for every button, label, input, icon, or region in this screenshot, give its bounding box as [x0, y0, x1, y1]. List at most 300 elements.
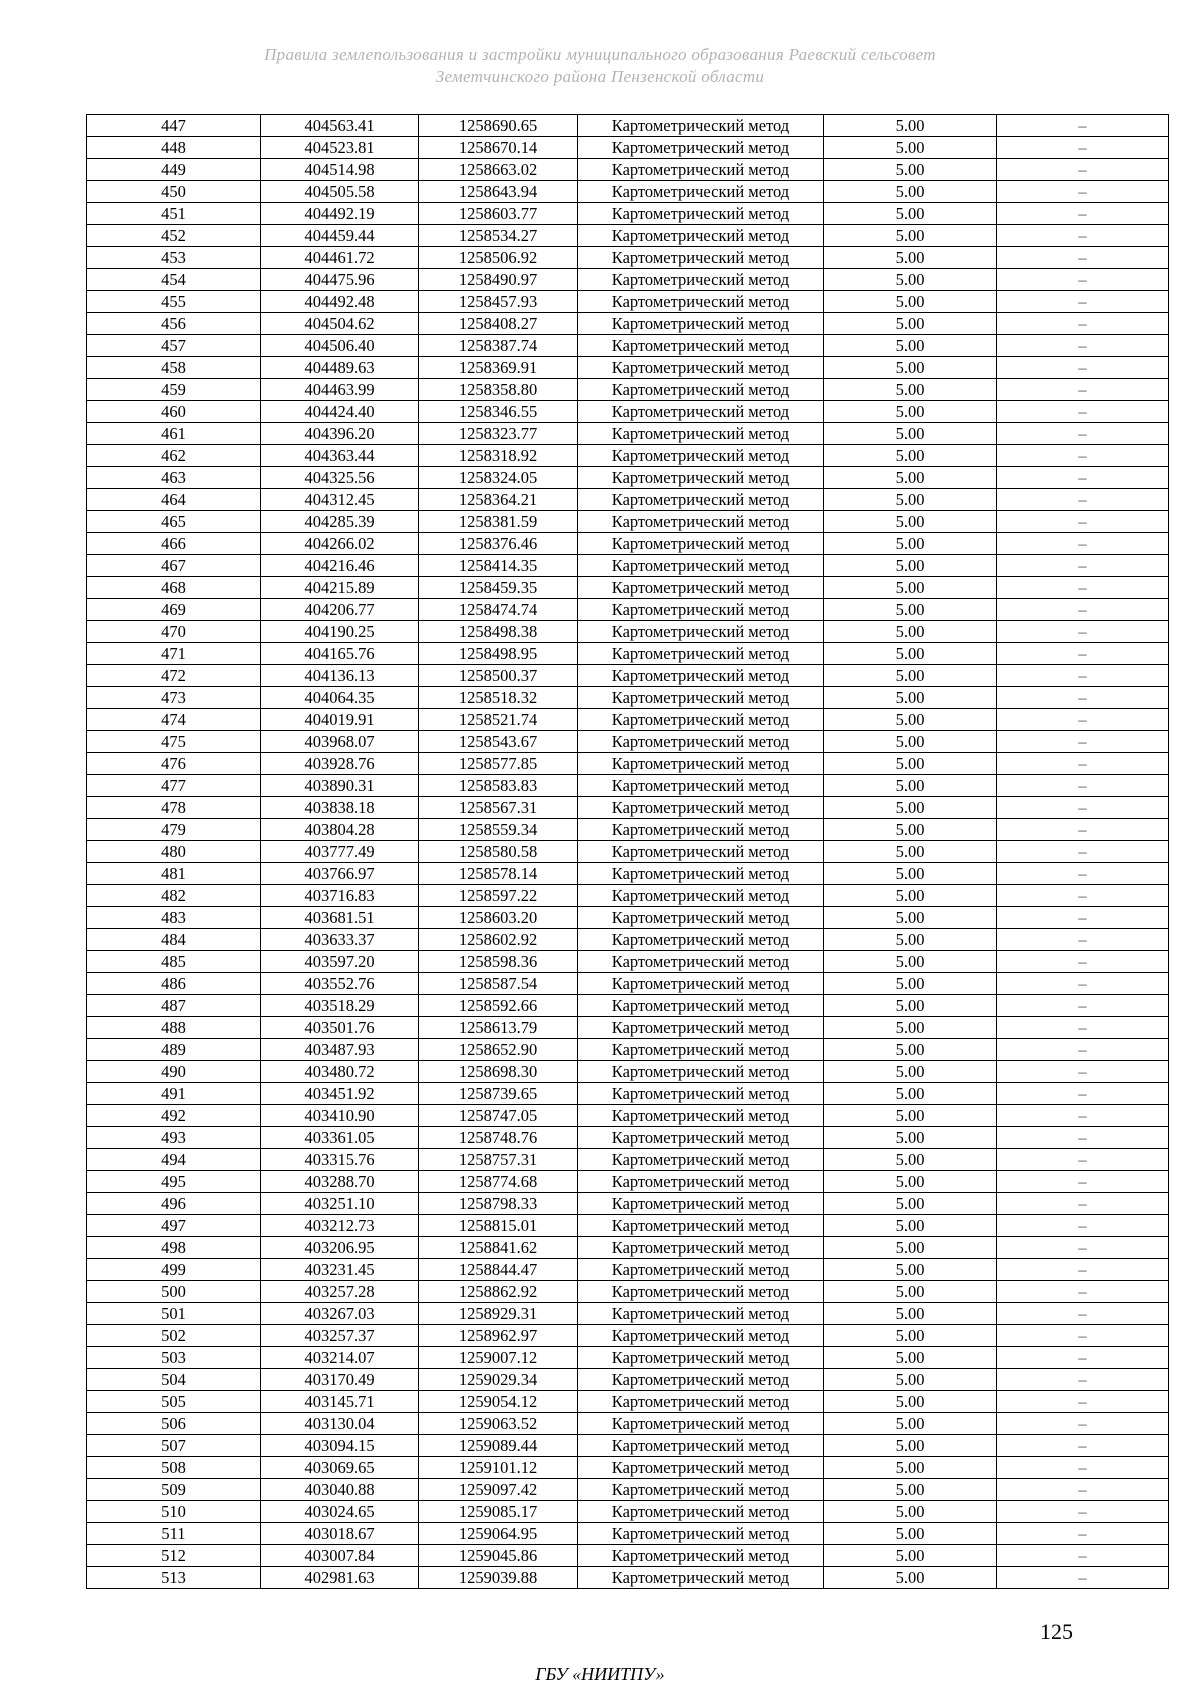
method-cell: Картометрический метод — [578, 1083, 824, 1105]
y-coordinate-cell: 1258577.85 — [419, 753, 578, 775]
point-number-cell: 473 — [87, 687, 261, 709]
table-row — [87, 335, 1169, 357]
method-cell: Картометрический метод — [578, 401, 824, 423]
y-coordinate-cell: 1258663.02 — [419, 159, 578, 181]
table-row — [87, 1391, 1169, 1413]
table-row — [87, 665, 1169, 687]
description-cell: – — [997, 929, 1169, 951]
method-cell: Картометрический метод — [578, 709, 824, 731]
table-row — [87, 489, 1169, 511]
y-coordinate-cell: 1258757.31 — [419, 1149, 578, 1171]
x-coordinate-cell: 404463.99 — [261, 379, 419, 401]
point-number-cell: 463 — [87, 467, 261, 489]
method-cell: Картометрический метод — [578, 643, 824, 665]
description-cell: – — [997, 907, 1169, 929]
method-cell: Картометрический метод — [578, 1347, 824, 1369]
x-coordinate-cell: 404266.02 — [261, 533, 419, 555]
x-coordinate-cell: 404563.41 — [261, 115, 419, 137]
y-coordinate-cell: 1259089.44 — [419, 1435, 578, 1457]
accuracy-cell: 5.00 — [824, 379, 997, 401]
accuracy-cell: 5.00 — [824, 357, 997, 379]
table-row — [87, 863, 1169, 885]
accuracy-cell: 5.00 — [824, 1303, 997, 1325]
table-row — [87, 1017, 1169, 1039]
y-coordinate-cell: 1259085.17 — [419, 1501, 578, 1523]
x-coordinate-cell: 403552.76 — [261, 973, 419, 995]
x-coordinate-cell: 403170.49 — [261, 1369, 419, 1391]
method-cell: Картометрический метод — [578, 115, 824, 137]
description-cell: – — [997, 1523, 1169, 1545]
point-number-cell: 480 — [87, 841, 261, 863]
method-cell: Картометрический метод — [578, 203, 824, 225]
description-cell: – — [997, 1215, 1169, 1237]
x-coordinate-cell: 404506.40 — [261, 335, 419, 357]
table-row — [87, 1325, 1169, 1347]
point-number-cell: 459 — [87, 379, 261, 401]
y-coordinate-cell: 1258364.21 — [419, 489, 578, 511]
method-cell: Картометрический метод — [578, 1259, 824, 1281]
point-number-cell: 450 — [87, 181, 261, 203]
accuracy-cell: 5.00 — [824, 1149, 997, 1171]
accuracy-cell: 5.00 — [824, 1391, 997, 1413]
point-number-cell: 467 — [87, 555, 261, 577]
accuracy-cell: 5.00 — [824, 863, 997, 885]
y-coordinate-cell: 1258929.31 — [419, 1303, 578, 1325]
y-coordinate-cell: 1258318.92 — [419, 445, 578, 467]
table-row — [87, 181, 1169, 203]
point-number-cell: 506 — [87, 1413, 261, 1435]
description-cell: – — [997, 115, 1169, 137]
method-cell: Картометрический метод — [578, 423, 824, 445]
y-coordinate-cell: 1259054.12 — [419, 1391, 578, 1413]
y-coordinate-cell: 1258747.05 — [419, 1105, 578, 1127]
y-coordinate-cell: 1258459.35 — [419, 577, 578, 599]
y-coordinate-cell: 1258567.31 — [419, 797, 578, 819]
method-cell: Картометрический метод — [578, 445, 824, 467]
description-cell: – — [997, 1325, 1169, 1347]
point-number-cell: 492 — [87, 1105, 261, 1127]
description-cell: – — [997, 423, 1169, 445]
description-cell: – — [997, 445, 1169, 467]
method-cell: Картометрический метод — [578, 1523, 824, 1545]
description-cell: – — [997, 159, 1169, 181]
table-row — [87, 247, 1169, 269]
table-row — [87, 291, 1169, 313]
accuracy-cell: 5.00 — [824, 907, 997, 929]
table-row — [87, 115, 1169, 137]
method-cell: Картометрический метод — [578, 335, 824, 357]
y-coordinate-cell: 1258369.91 — [419, 357, 578, 379]
x-coordinate-cell: 404019.91 — [261, 709, 419, 731]
y-coordinate-cell: 1258862.92 — [419, 1281, 578, 1303]
table-row — [87, 1479, 1169, 1501]
point-number-cell: 484 — [87, 929, 261, 951]
point-number-cell: 485 — [87, 951, 261, 973]
description-cell: – — [997, 885, 1169, 907]
point-number-cell: 483 — [87, 907, 261, 929]
method-cell: Картометрический метод — [578, 1017, 824, 1039]
x-coordinate-cell: 403007.84 — [261, 1545, 419, 1567]
y-coordinate-cell: 1258498.95 — [419, 643, 578, 665]
accuracy-cell: 5.00 — [824, 709, 997, 731]
method-cell: Картометрический метод — [578, 1039, 824, 1061]
description-cell: – — [997, 621, 1169, 643]
table-row — [87, 1281, 1169, 1303]
table-row — [87, 753, 1169, 775]
method-cell: Картометрический метод — [578, 1435, 824, 1457]
description-cell: – — [997, 753, 1169, 775]
table-row — [87, 1061, 1169, 1083]
method-cell: Картометрический метод — [578, 357, 824, 379]
method-cell: Картометрический метод — [578, 797, 824, 819]
method-cell: Картометрический метод — [578, 225, 824, 247]
point-number-cell: 510 — [87, 1501, 261, 1523]
table-row — [87, 841, 1169, 863]
description-cell: – — [997, 1501, 1169, 1523]
table-row — [87, 357, 1169, 379]
method-cell: Картометрический метод — [578, 577, 824, 599]
table-row — [87, 555, 1169, 577]
table-row — [87, 907, 1169, 929]
x-coordinate-cell: 403766.97 — [261, 863, 419, 885]
y-coordinate-cell: 1258498.38 — [419, 621, 578, 643]
point-number-cell: 481 — [87, 863, 261, 885]
accuracy-cell: 5.00 — [824, 159, 997, 181]
y-coordinate-cell: 1258324.05 — [419, 467, 578, 489]
accuracy-cell: 5.00 — [824, 797, 997, 819]
table-row — [87, 1435, 1169, 1457]
accuracy-cell: 5.00 — [824, 291, 997, 313]
y-coordinate-cell: 1258358.80 — [419, 379, 578, 401]
accuracy-cell: 5.00 — [824, 1325, 997, 1347]
y-coordinate-cell: 1258774.68 — [419, 1171, 578, 1193]
point-number-cell: 476 — [87, 753, 261, 775]
point-number-cell: 488 — [87, 1017, 261, 1039]
y-coordinate-cell: 1258698.30 — [419, 1061, 578, 1083]
table-row — [87, 577, 1169, 599]
header-line-1: Правила землепользования и застройки муниципального образования Раевский сельсовет — [264, 45, 936, 64]
description-cell: – — [997, 533, 1169, 555]
accuracy-cell: 5.00 — [824, 1083, 997, 1105]
y-coordinate-cell: 1258603.77 — [419, 203, 578, 225]
accuracy-cell: 5.00 — [824, 1479, 997, 1501]
x-coordinate-cell: 403777.49 — [261, 841, 419, 863]
method-cell: Картометрический метод — [578, 269, 824, 291]
point-number-cell: 466 — [87, 533, 261, 555]
accuracy-cell: 5.00 — [824, 1171, 997, 1193]
accuracy-cell: 5.00 — [824, 1281, 997, 1303]
point-number-cell: 464 — [87, 489, 261, 511]
table-row — [87, 797, 1169, 819]
accuracy-cell: 5.00 — [824, 445, 997, 467]
y-coordinate-cell: 1258521.74 — [419, 709, 578, 731]
x-coordinate-cell: 403501.76 — [261, 1017, 419, 1039]
x-coordinate-cell: 403315.76 — [261, 1149, 419, 1171]
table-row — [87, 203, 1169, 225]
table-row — [87, 1523, 1169, 1545]
y-coordinate-cell: 1259063.52 — [419, 1413, 578, 1435]
method-cell: Картометрический метод — [578, 951, 824, 973]
accuracy-cell: 5.00 — [824, 489, 997, 511]
table-row — [87, 621, 1169, 643]
x-coordinate-cell: 403069.65 — [261, 1457, 419, 1479]
point-number-cell: 504 — [87, 1369, 261, 1391]
point-number-cell: 490 — [87, 1061, 261, 1083]
accuracy-cell: 5.00 — [824, 1501, 997, 1523]
y-coordinate-cell: 1258457.93 — [419, 291, 578, 313]
y-coordinate-cell: 1258739.65 — [419, 1083, 578, 1105]
point-number-cell: 511 — [87, 1523, 261, 1545]
x-coordinate-cell: 404492.48 — [261, 291, 419, 313]
accuracy-cell: 5.00 — [824, 577, 997, 599]
description-cell: – — [997, 1061, 1169, 1083]
table-row — [87, 269, 1169, 291]
table-row — [87, 1501, 1169, 1523]
table-row — [87, 687, 1169, 709]
point-number-cell: 447 — [87, 115, 261, 137]
table-row — [87, 1303, 1169, 1325]
table-row — [87, 423, 1169, 445]
accuracy-cell: 5.00 — [824, 203, 997, 225]
table-row — [87, 599, 1169, 621]
table-row — [87, 313, 1169, 335]
table-row — [87, 1215, 1169, 1237]
description-cell: – — [997, 357, 1169, 379]
point-number-cell: 451 — [87, 203, 261, 225]
point-number-cell: 493 — [87, 1127, 261, 1149]
description-cell: – — [997, 555, 1169, 577]
document-header — [0, 44, 1200, 88]
accuracy-cell: 5.00 — [824, 951, 997, 973]
description-cell: – — [997, 797, 1169, 819]
table-row — [87, 1567, 1169, 1589]
description-cell: – — [997, 973, 1169, 995]
x-coordinate-cell: 404504.62 — [261, 313, 419, 335]
y-coordinate-cell: 1258381.59 — [419, 511, 578, 533]
x-coordinate-cell: 403410.90 — [261, 1105, 419, 1127]
accuracy-cell: 5.00 — [824, 1061, 997, 1083]
x-coordinate-cell: 404461.72 — [261, 247, 419, 269]
method-cell: Картометрический метод — [578, 1281, 824, 1303]
point-number-cell: 470 — [87, 621, 261, 643]
description-cell: – — [997, 489, 1169, 511]
x-coordinate-cell: 403361.05 — [261, 1127, 419, 1149]
accuracy-cell: 5.00 — [824, 555, 997, 577]
y-coordinate-cell: 1258474.74 — [419, 599, 578, 621]
method-cell: Картометрический метод — [578, 1457, 824, 1479]
description-cell: – — [997, 1281, 1169, 1303]
point-number-cell: 500 — [87, 1281, 261, 1303]
method-cell: Картометрический метод — [578, 489, 824, 511]
y-coordinate-cell: 1258690.65 — [419, 115, 578, 137]
x-coordinate-cell: 403130.04 — [261, 1413, 419, 1435]
x-coordinate-cell: 404064.35 — [261, 687, 419, 709]
description-cell: – — [997, 1017, 1169, 1039]
description-cell: – — [997, 599, 1169, 621]
description-cell: – — [997, 1127, 1169, 1149]
description-cell: – — [997, 1567, 1169, 1589]
table-row — [87, 1413, 1169, 1435]
y-coordinate-cell: 1258844.47 — [419, 1259, 578, 1281]
description-cell: – — [997, 819, 1169, 841]
description-cell: – — [997, 995, 1169, 1017]
method-cell: Картометрический метод — [578, 1237, 824, 1259]
x-coordinate-cell: 404396.20 — [261, 423, 419, 445]
method-cell: Картометрический метод — [578, 973, 824, 995]
accuracy-cell: 5.00 — [824, 1105, 997, 1127]
accuracy-cell: 5.00 — [824, 533, 997, 555]
y-coordinate-cell: 1259029.34 — [419, 1369, 578, 1391]
method-cell: Картометрический метод — [578, 665, 824, 687]
method-cell: Картометрический метод — [578, 1325, 824, 1347]
y-coordinate-cell: 1258506.92 — [419, 247, 578, 269]
y-coordinate-cell: 1258534.27 — [419, 225, 578, 247]
point-number-cell: 475 — [87, 731, 261, 753]
point-number-cell: 494 — [87, 1149, 261, 1171]
x-coordinate-cell: 404136.13 — [261, 665, 419, 687]
method-cell: Картометрический метод — [578, 1479, 824, 1501]
y-coordinate-cell: 1258962.97 — [419, 1325, 578, 1347]
x-coordinate-cell: 404206.77 — [261, 599, 419, 621]
table-row — [87, 1171, 1169, 1193]
description-cell: – — [997, 335, 1169, 357]
method-cell: Картометрический метод — [578, 687, 824, 709]
y-coordinate-cell: 1258597.22 — [419, 885, 578, 907]
method-cell: Картометрический метод — [578, 1105, 824, 1127]
table-row — [87, 973, 1169, 995]
description-cell: – — [997, 1039, 1169, 1061]
x-coordinate-cell: 403288.70 — [261, 1171, 419, 1193]
y-coordinate-cell: 1258543.67 — [419, 731, 578, 753]
description-cell: – — [997, 1369, 1169, 1391]
point-number-cell: 455 — [87, 291, 261, 313]
x-coordinate-cell: 404363.44 — [261, 445, 419, 467]
method-cell: Картометрический метод — [578, 555, 824, 577]
x-coordinate-cell: 403267.03 — [261, 1303, 419, 1325]
table-row — [87, 511, 1169, 533]
method-cell: Картометрический метод — [578, 1391, 824, 1413]
y-coordinate-cell: 1258613.79 — [419, 1017, 578, 1039]
method-cell: Картометрический метод — [578, 467, 824, 489]
accuracy-cell: 5.00 — [824, 1523, 997, 1545]
table-row — [87, 1083, 1169, 1105]
method-cell: Картометрический метод — [578, 1567, 824, 1589]
x-coordinate-cell: 403251.10 — [261, 1193, 419, 1215]
x-coordinate-cell: 403145.71 — [261, 1391, 419, 1413]
point-number-cell: 456 — [87, 313, 261, 335]
accuracy-cell: 5.00 — [824, 137, 997, 159]
point-number-cell: 486 — [87, 973, 261, 995]
accuracy-cell: 5.00 — [824, 1457, 997, 1479]
method-cell: Картометрический метод — [578, 1501, 824, 1523]
accuracy-cell: 5.00 — [824, 1413, 997, 1435]
y-coordinate-cell: 1258387.74 — [419, 335, 578, 357]
point-number-cell: 468 — [87, 577, 261, 599]
y-coordinate-cell: 1258643.94 — [419, 181, 578, 203]
description-cell: – — [997, 313, 1169, 335]
point-number-cell: 471 — [87, 643, 261, 665]
description-cell: – — [997, 1303, 1169, 1325]
point-number-cell: 498 — [87, 1237, 261, 1259]
table-row — [87, 1039, 1169, 1061]
description-cell: – — [997, 1193, 1169, 1215]
x-coordinate-cell: 404325.56 — [261, 467, 419, 489]
accuracy-cell: 5.00 — [824, 1237, 997, 1259]
x-coordinate-cell: 404285.39 — [261, 511, 419, 533]
y-coordinate-cell: 1258841.62 — [419, 1237, 578, 1259]
table-row — [87, 885, 1169, 907]
table-row — [87, 1127, 1169, 1149]
accuracy-cell: 5.00 — [824, 841, 997, 863]
y-coordinate-cell: 1258500.37 — [419, 665, 578, 687]
method-cell: Картометрический метод — [578, 379, 824, 401]
point-number-cell: 487 — [87, 995, 261, 1017]
accuracy-cell: 5.00 — [824, 335, 997, 357]
accuracy-cell: 5.00 — [824, 467, 997, 489]
y-coordinate-cell: 1258598.36 — [419, 951, 578, 973]
method-cell: Картометрический метод — [578, 775, 824, 797]
x-coordinate-cell: 403257.37 — [261, 1325, 419, 1347]
x-coordinate-cell: 404165.76 — [261, 643, 419, 665]
point-number-cell: 505 — [87, 1391, 261, 1413]
description-cell: – — [997, 401, 1169, 423]
table-row — [87, 731, 1169, 753]
description-cell: – — [997, 511, 1169, 533]
accuracy-cell: 5.00 — [824, 775, 997, 797]
point-number-cell: 478 — [87, 797, 261, 819]
y-coordinate-cell: 1258323.77 — [419, 423, 578, 445]
table-row — [87, 467, 1169, 489]
description-cell: – — [997, 379, 1169, 401]
x-coordinate-cell: 403716.83 — [261, 885, 419, 907]
y-coordinate-cell: 1258518.32 — [419, 687, 578, 709]
point-number-cell: 469 — [87, 599, 261, 621]
table-row — [87, 159, 1169, 181]
description-cell: – — [997, 731, 1169, 753]
method-cell: Картометрический метод — [578, 1545, 824, 1567]
x-coordinate-cell: 403597.20 — [261, 951, 419, 973]
x-coordinate-cell: 404523.81 — [261, 137, 419, 159]
point-number-cell: 489 — [87, 1039, 261, 1061]
point-number-cell: 499 — [87, 1259, 261, 1281]
y-coordinate-cell: 1258580.58 — [419, 841, 578, 863]
x-coordinate-cell: 404475.96 — [261, 269, 419, 291]
method-cell: Картометрический метод — [578, 841, 824, 863]
y-coordinate-cell: 1258652.90 — [419, 1039, 578, 1061]
description-cell: – — [997, 291, 1169, 313]
accuracy-cell: 5.00 — [824, 973, 997, 995]
x-coordinate-cell: 404489.63 — [261, 357, 419, 379]
point-number-cell: 512 — [87, 1545, 261, 1567]
method-cell: Картометрический метод — [578, 621, 824, 643]
description-cell: – — [997, 1149, 1169, 1171]
point-number-cell: 461 — [87, 423, 261, 445]
description-cell: – — [997, 1083, 1169, 1105]
point-number-cell: 465 — [87, 511, 261, 533]
description-cell: – — [997, 863, 1169, 885]
y-coordinate-cell: 1258559.34 — [419, 819, 578, 841]
table-row — [87, 401, 1169, 423]
table-row — [87, 1193, 1169, 1215]
y-coordinate-cell: 1258583.83 — [419, 775, 578, 797]
x-coordinate-cell: 403633.37 — [261, 929, 419, 951]
point-number-cell: 474 — [87, 709, 261, 731]
method-cell: Картометрический метод — [578, 1171, 824, 1193]
table-row — [87, 137, 1169, 159]
point-number-cell: 448 — [87, 137, 261, 159]
accuracy-cell: 5.00 — [824, 995, 997, 1017]
description-cell: – — [997, 643, 1169, 665]
